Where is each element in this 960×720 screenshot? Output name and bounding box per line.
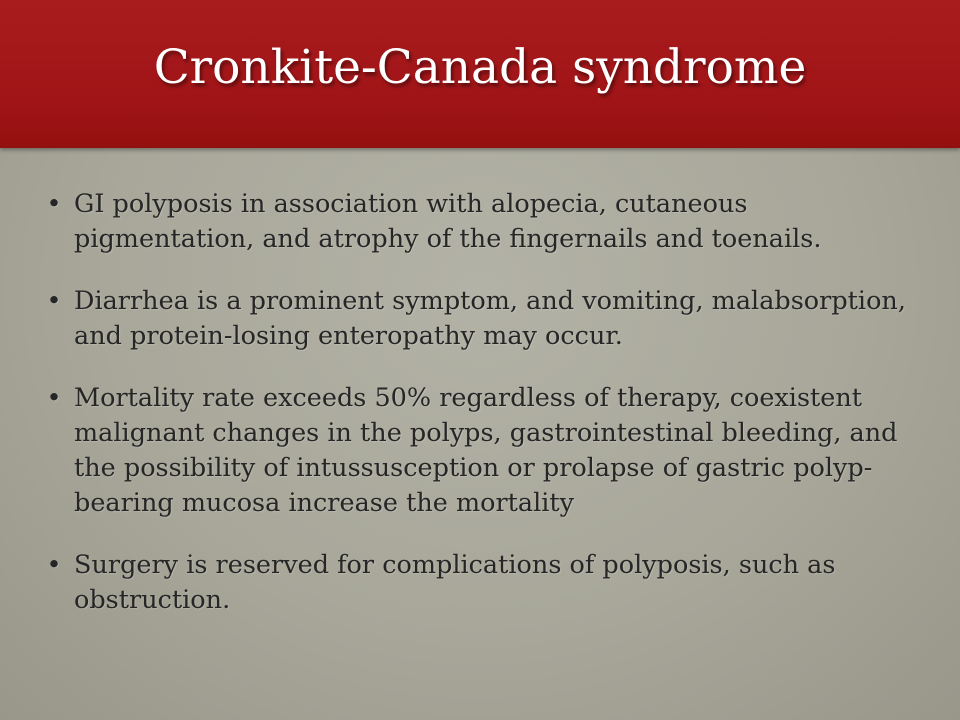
bullet-text: Diarrhea is a prominent symptom, and vomiting, malabsorption, and protein-losing enteropathy may occur.	[74, 286, 906, 351]
bullet-text: Mortality rate exceeds 50% regardless of therapy, coexistent malignant changes in the polyps, gastrointestinal bleeding, and the possibility of intussusception or prolapse of gastric polyp-bearing mucosa increase the mortality	[74, 383, 898, 518]
title-bar	[0, 0, 960, 148]
bullet-item	[44, 284, 934, 354]
bullet-icon: •	[46, 550, 62, 580]
bullet-item	[44, 187, 934, 257]
bullet-text: GI polyposis in association with alopecia, cutaneous pigmentation, and atrophy of the fingernails and toenails.	[74, 189, 822, 254]
bullet-item	[44, 381, 934, 521]
bullet-text: Surgery is reserved for complications of polyposis, such as obstruction.	[74, 550, 836, 615]
slide-title: Cronkite-Canada syndrome	[153, 40, 807, 95]
bullet-list	[44, 187, 934, 618]
bullet-item	[44, 548, 934, 618]
bullet-icon: •	[46, 383, 62, 413]
bullet-icon: •	[46, 189, 62, 219]
slide-content	[44, 187, 934, 618]
bullet-icon: •	[46, 286, 62, 316]
